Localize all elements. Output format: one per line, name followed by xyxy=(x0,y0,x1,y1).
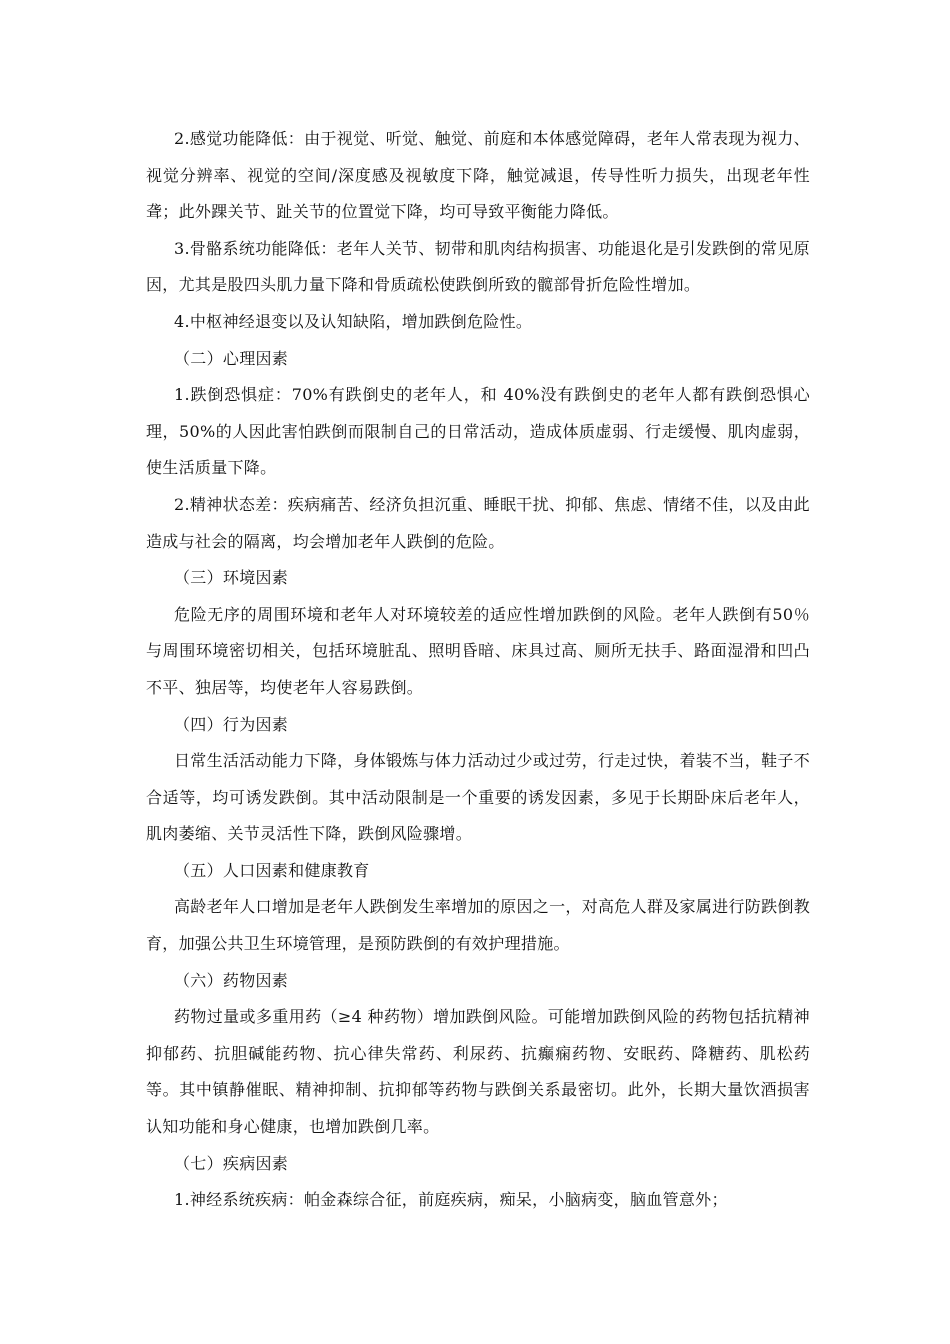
paragraph-medication: 药物过量或多重用药（≥4 种药物）增加跌倒风险。可能增加跌倒风险的药物包括抗精神抑郁药、抗胆碱能药物、抗心律失常药、利尿药、抗癫痫药物、安眠药、降糖药、肌松药等。其中镇静催眠、精神抑制、抗抑郁等药物与跌倒关系最密切。此外，长期大量饮酒损害认知功能和身心健康，也增加跌倒几率。 xyxy=(146,1007,810,1137)
paragraph-neurological-disease: 1.神经系统疾病：帕金森综合征，前庭疾病，痴呆，小脑病变，脑血管意外； xyxy=(174,1190,728,1210)
paragraph-skeletal-function: 3.骨骼系统功能降低：老年人关节、韧带和肌肉结构损害、功能退化是引发跌倒的常见原因，尤其是股四头肌力量下降和骨质疏松使跌倒所致的髋部骨折危险性增加。 xyxy=(146,238,810,295)
section-heading-environment: （三）环境因素 xyxy=(174,568,289,588)
paragraph-population-education: 高龄老年人口增加是老年人跌倒发生率增加的原因之一，对高危人群及家属进行防跌倒教育，加强公共卫生环境管理，是预防跌倒的有效护理措施。 xyxy=(146,897,810,954)
paragraph-sensory-function: 2.感觉功能降低：由于视觉、听觉、触觉、前庭和本体感觉障碍，老年人常表现为视力、视觉分辨率、视觉的空间/深度感及视敏度下降，触觉减退，传导性听力损失，出现老年性聋；此外踝关节、趾关节的位置觉下降，均可导致平衡能力降低。 xyxy=(146,129,810,222)
paragraph-mental-state: 2.精神状态差：疾病痛苦、经济负担沉重、睡眠干扰、抑郁、焦虑、情绪不佳，以及由此造成与社会的隔离，均会增加老年人跌倒的危险。 xyxy=(146,494,810,551)
section-heading-psychological: （二）心理因素 xyxy=(174,348,289,368)
section-heading-disease: （七）疾病因素 xyxy=(174,1153,289,1173)
section-heading-behavior: （四）行为因素 xyxy=(174,714,289,734)
section-heading-medication: （六）药物因素 xyxy=(174,970,289,990)
paragraph-fear-of-falling: 1.跌倒恐惧症：70%有跌倒史的老年人，和 40%没有跌倒史的老年人都有跌倒恐惧心理，50%的人因此害怕跌倒而限制自己的日常活动，造成体质虚弱、行走缓慢、肌肉虚弱，使生活质量下降。 xyxy=(146,385,810,478)
document-body xyxy=(146,121,810,1219)
paragraph-behavior: 日常生活活动能力下降，身体锻炼与体力活动过少或过劳，行走过快，着装不当，鞋子不合适等，均可诱发跌倒。其中活动限制是一个重要的诱发因素，多见于长期卧床后老年人，肌肉萎缩、关节灵活性下降，跌倒风险骤增。 xyxy=(146,751,810,844)
paragraph-environment: 危险无序的周围环境和老年人对环境较差的适应性增加跌倒的风险。老年人跌倒有50％与周围环境密切相关，包括环境脏乱、照明昏暗、床具过高、厕所无扶手、路面湿滑和凹凸不平、独居等，均使老年人容易跌倒。 xyxy=(146,604,810,697)
section-heading-population-education: （五）人口因素和健康教育 xyxy=(174,860,370,880)
paragraph-cns-degeneration: 4.中枢神经退变以及认知缺陷，增加跌倒危险性。 xyxy=(174,311,533,331)
